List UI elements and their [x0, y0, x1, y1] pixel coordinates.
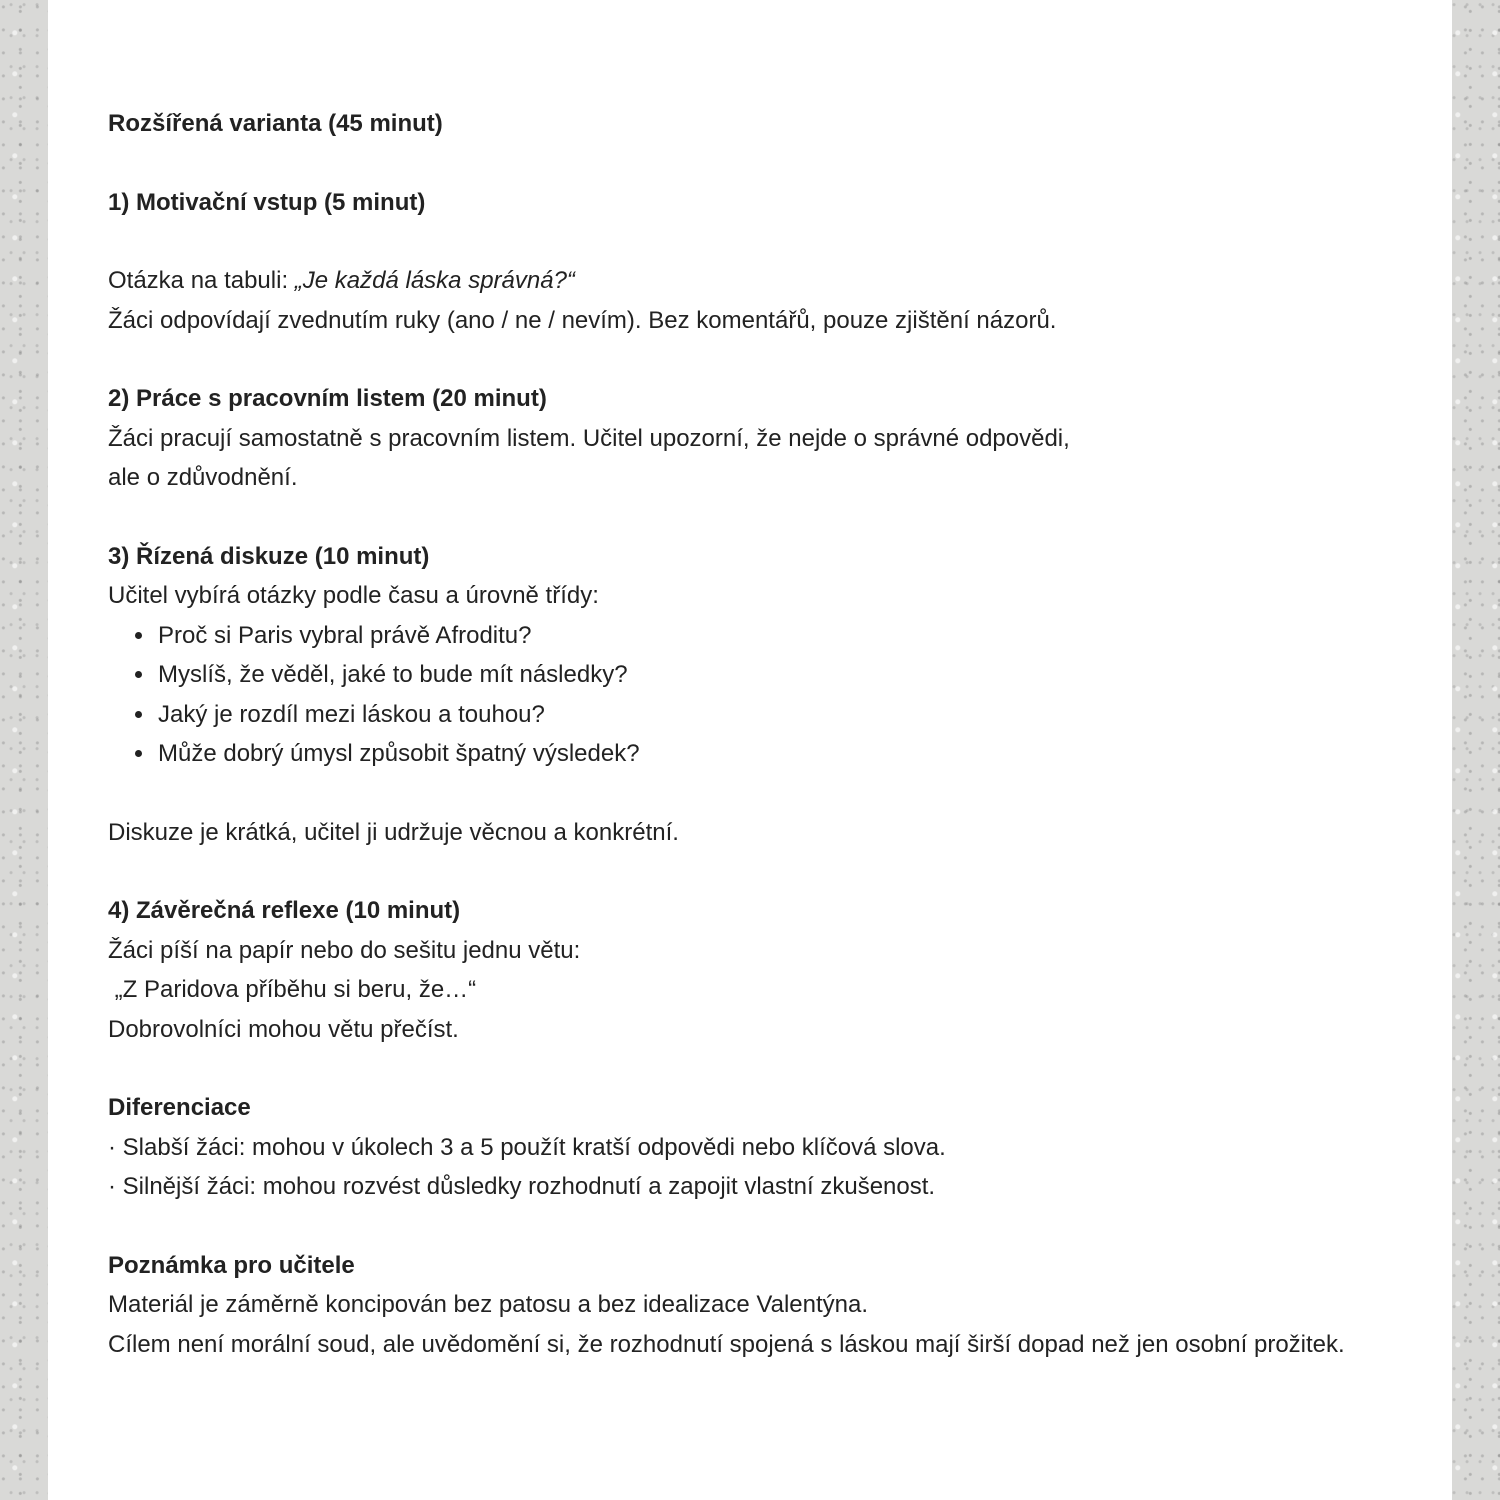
note-heading: Poznámka pro učitele	[108, 1251, 355, 1279]
section-2-heading: 2) Práce s pracovním listem (20 minut)	[108, 385, 547, 412]
section-4-line: Dobrovolníci mohou větu přečíst.	[108, 1015, 459, 1043]
differentiation-line: · Slabší žáci: mohou v úkolech 3 a 5 použít kratší odpovědi nebo klíčová slova.	[108, 1133, 946, 1161]
list-item: • Proč si Paris vybral právě Afroditu?	[156, 616, 1398, 656]
differentiation-line: · Silnější žáci: mohou rozvést důsledky rozhodnutí a zapojit vlastní zkušenost.	[108, 1173, 936, 1200]
document-page	[48, 0, 1452, 1500]
section-3-intro: Učitel vybírá otázky podle času a úrovně třídy:	[108, 582, 599, 609]
discussion-questions-list	[108, 616, 1398, 774]
section-1-line: Žáci odpovídají zvednutím ruky (ano / ne / nevím). Bez komentářů, pouze zjištění názorů.	[108, 306, 1057, 334]
section-4-quote: „Z Paridova příběhu si beru, že…“	[108, 976, 477, 1003]
document-content	[108, 104, 1398, 1364]
section-3-closing: Diskuze je krátká, učitel ji udržuje věcnou a konkrétní.	[108, 818, 679, 846]
list-item: • Jaký je rozdíl mezi láskou a touhou?	[156, 695, 1398, 735]
section-3-heading: 3) Řízená diskuze (10 minut)	[108, 542, 430, 570]
section-2-line: Žáci pracují samostatně s pracovním listem. Učitel upozorní, že nejde o správné odpovědi,	[108, 424, 1070, 452]
section-2-line: ale o zdůvodnění.	[108, 464, 298, 491]
question-prefix: Otázka na tabuli:	[108, 267, 295, 294]
document-title: Rozšířená varianta (45 minut)	[108, 110, 443, 137]
note-line: Cílem není morální soud, ale uvědomění si, že rozhodnutí spojená s láskou mají širší dopad než jen osobní prožitek.	[108, 1330, 1345, 1358]
list-item: • Myslíš, že věděl, jaké to bude mít následky?	[156, 655, 1398, 695]
section-4-line: Žáci píší na papír nebo do sešitu jednu větu:	[108, 936, 581, 964]
section-1-question	[108, 261, 1398, 301]
note-line: Materiál je záměrně koncipován bez patosu a bez idealizace Valentýna.	[108, 1291, 869, 1318]
section-1-heading: 1) Motivační vstup (5 minut)	[108, 188, 426, 216]
question-text: „Je každá láska správná?“	[294, 267, 575, 294]
differentiation-heading: Diferenciace	[108, 1094, 251, 1121]
section-4-heading: 4) Závěrečná reflexe (10 minut)	[108, 897, 461, 924]
list-item: • Může dobrý úmysl způsobit špatný výsledek?	[156, 734, 1398, 774]
